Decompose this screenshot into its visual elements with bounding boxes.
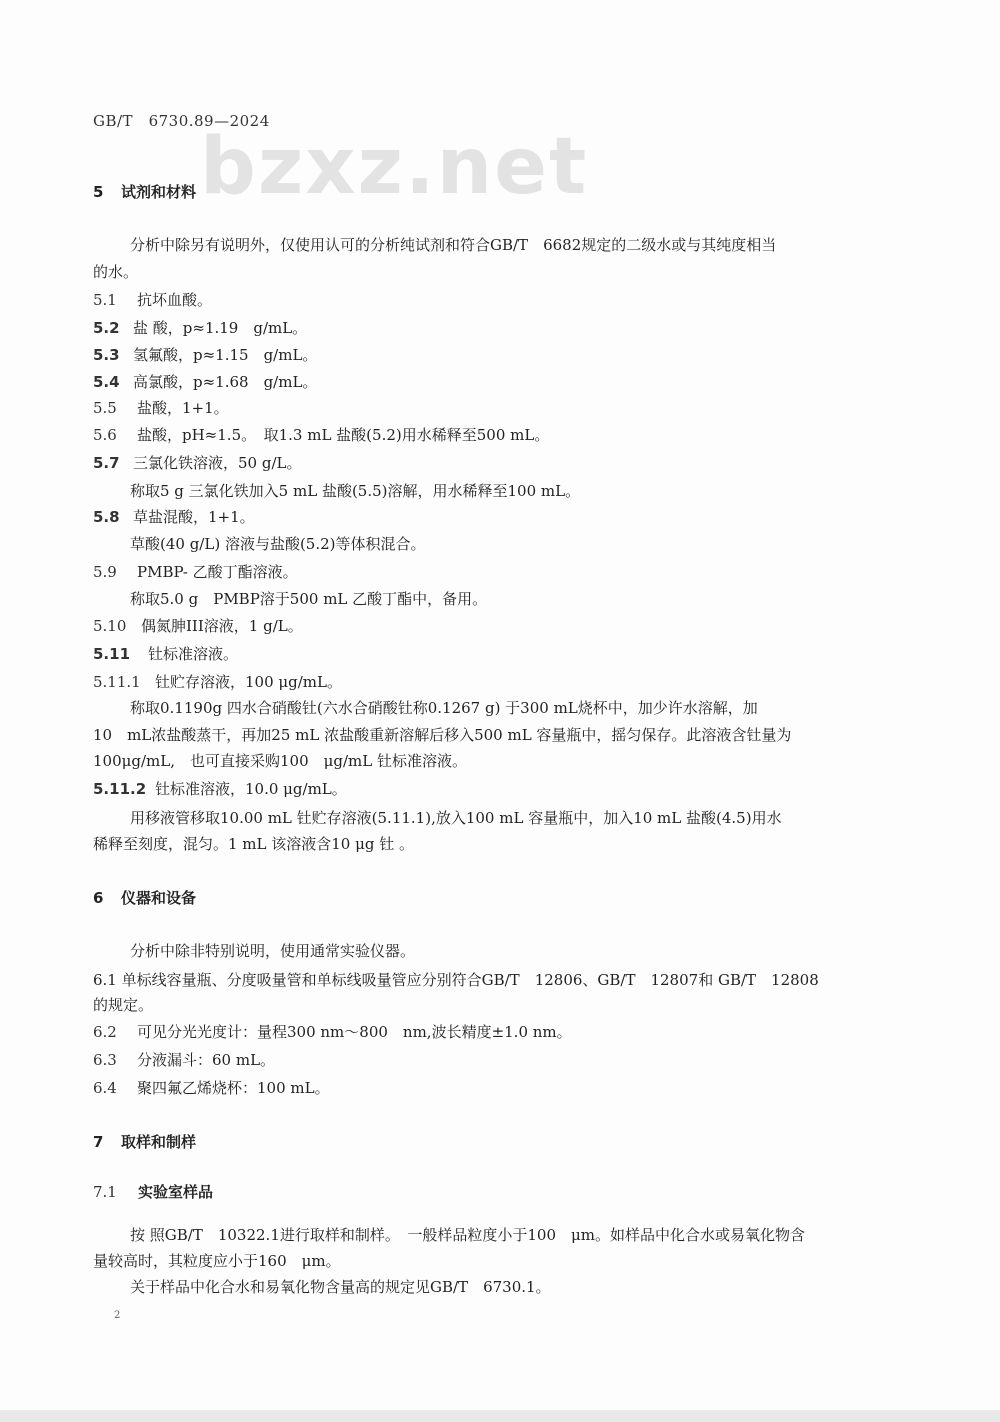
item-5-1-number: 5.1 bbox=[93, 291, 117, 309]
page-bottom-edge bbox=[0, 1410, 1000, 1422]
item-5-7-text: 三氯化铁溶液，50 g/L。 bbox=[133, 454, 302, 472]
section-5-intro-line2: 的水。 bbox=[93, 263, 139, 281]
item-5-8-text: 草盐混酸，1+1。 bbox=[133, 508, 255, 526]
item-5-10-text: 偶氮胂III溶液，1 g/L。 bbox=[141, 617, 303, 635]
section-7-1-title: 实验室样品 bbox=[138, 1183, 214, 1201]
section-6-intro: 分析中除非特别说明，使用通常实验仪器。 bbox=[130, 942, 416, 960]
item-5-3-text: 氢氟酸，p≈1.15 g/mL。 bbox=[133, 346, 318, 364]
page-number: 2 bbox=[114, 1310, 121, 1321]
item-5-9-number: 5.9 bbox=[93, 563, 117, 581]
section-6-title: 仪器和设备 bbox=[121, 889, 197, 907]
section-5-title: 试剂和材料 bbox=[121, 183, 197, 201]
item-5-11-2-number: 5.11.2 bbox=[93, 780, 147, 798]
item-5-4-number: 5.4 bbox=[93, 373, 120, 391]
watermark: bzxz.net bbox=[200, 122, 589, 212]
item-5-4-text: 高氯酸，p≈1.68 g/mL。 bbox=[133, 373, 318, 391]
section-7-1-para-line1: 按 照GB/T 10322.1进行取样和制样。 一般样品粒度小于100 μm。如样品中化合水或易氧化物含 bbox=[130, 1226, 805, 1244]
item-5-10-number: 5.10 bbox=[93, 617, 127, 635]
item-5-11-2-body-line2: 稀释至刻度，混匀。1 mL 该溶液含10 μg 钍 。 bbox=[93, 835, 415, 853]
item-5-5-text: 盐酸，1+1。 bbox=[137, 399, 229, 417]
item-5-11-2-text: 钍标准溶液，10.0 μg/mL。 bbox=[155, 780, 347, 798]
item-6-3-number: 6.3 bbox=[93, 1051, 117, 1069]
item-5-9-text: PMBP- 乙酸丁酯溶液。 bbox=[137, 563, 298, 581]
item-5-11-2-body-line1: 用移液管移取10.00 mL 钍贮存溶液(5.11.1),放入100 mL 容量瓶中，加入10 mL 盐酸(4.5)用水 bbox=[130, 809, 782, 827]
item-5-11-text: 钍标准溶液。 bbox=[148, 645, 239, 663]
section-7-number: 7 bbox=[93, 1133, 104, 1151]
standard-code-header: GB/T 6730.89—2024 bbox=[93, 112, 270, 130]
item-6-2-text: 可见分光光度计：量程300 nm～800 nm,波长精度±1.0 nm。 bbox=[137, 1023, 572, 1041]
item-5-8-number: 5.8 bbox=[93, 508, 120, 526]
item-6-2-number: 6.2 bbox=[93, 1023, 117, 1041]
item-5-2-text: 盐 酸，p≈1.19 g/mL。 bbox=[133, 319, 308, 337]
item-6-1-line1: 6.1 单标线容量瓶、分度吸量管和单标线吸量管应分别符合GB/T 12806、GB/T 12807和 GB/T 12808 bbox=[93, 971, 819, 989]
item-5-8-body: 草酸(40 g/L) 溶液与盐酸(5.2)等体积混合。 bbox=[130, 535, 426, 553]
item-5-11-1-body-line3: 100μg/mL, 也可直接采购100 μg/mL 钍标准溶液。 bbox=[93, 752, 467, 770]
item-5-11-number: 5.11 bbox=[93, 645, 131, 663]
item-5-6-text: 盐酸，pH≈1.5。 取1.3 mL 盐酸(5.2)用水稀释至500 mL。 bbox=[137, 426, 550, 444]
section-7-1-para-line3: 关于样品中化合水和易氧化物含量高的规定见GB/T 6730.1。 bbox=[130, 1278, 551, 1296]
section-7-1-number: 7.1 bbox=[93, 1183, 117, 1201]
item-5-1-text: 抗坏血酸。 bbox=[137, 291, 213, 309]
section-7-1-para-line2: 量较高时，其粒度应小于160 μm。 bbox=[93, 1252, 341, 1270]
item-6-4-number: 6.4 bbox=[93, 1079, 117, 1097]
item-5-2-number: 5.2 bbox=[93, 319, 120, 337]
section-7-title: 取样和制样 bbox=[121, 1133, 197, 1151]
section-5-number: 5 bbox=[93, 183, 104, 201]
section-6-number: 6 bbox=[93, 889, 104, 907]
item-5-9-body: 称取5.0 g PMBP溶于500 mL 乙酸丁酯中，备用。 bbox=[130, 590, 488, 608]
item-5-11-1-number: 5.11.1 bbox=[93, 673, 141, 691]
item-5-11-1-body-line2: 10 mL浓盐酸蒸干，再加25 mL 浓盐酸重新溶解后移入500 mL 容量瓶中，摇匀保存。此溶液含钍量为 bbox=[93, 726, 792, 744]
section-5-intro-line1: 分析中除另有说明外，仅使用认可的分析纯试剂和符合GB/T 6682规定的二级水或与其纯度相当 bbox=[130, 236, 777, 254]
item-5-7-body: 称取5 g 三氯化铁加入5 mL 盐酸(5.5)溶解，用水稀释至100 mL。 bbox=[130, 482, 581, 500]
item-6-4-text: 聚四氟乙烯烧杯：100 mL。 bbox=[137, 1079, 330, 1097]
item-5-3-number: 5.3 bbox=[93, 346, 120, 364]
item-5-11-1-text: 钍贮存溶液，100 μg/mL。 bbox=[155, 673, 342, 691]
item-6-3-text: 分液漏斗：60 mL。 bbox=[137, 1051, 276, 1069]
item-5-7-number: 5.7 bbox=[93, 454, 120, 472]
item-6-1-line2: 的规定。 bbox=[93, 996, 154, 1014]
item-5-11-1-body-line1: 称取0.1190g 四水合硝酸钍(六水合硝酸钍称0.1267 g) 于300 mL烧杯中，加少许水溶解，加 bbox=[130, 699, 758, 717]
item-5-5-number: 5.5 bbox=[93, 399, 117, 417]
item-5-6-number: 5.6 bbox=[93, 426, 117, 444]
